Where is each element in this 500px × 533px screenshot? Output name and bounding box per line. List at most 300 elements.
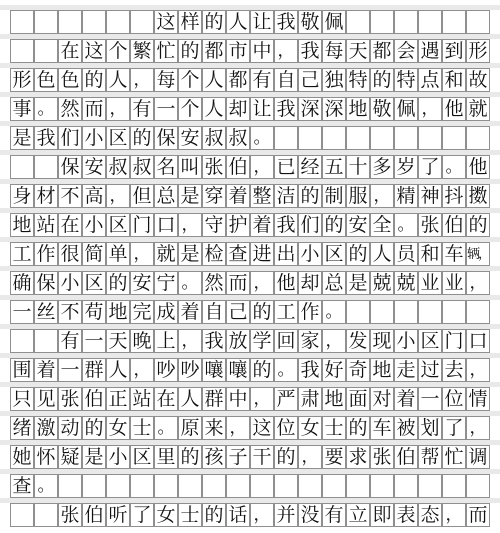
char-cell: 有: [130, 97, 154, 121]
char-cell: ，: [130, 358, 154, 382]
char-cell: ，: [370, 184, 394, 208]
empty-cell: [394, 474, 418, 498]
char-cell: 已: [274, 155, 298, 179]
char-cell: 保: [154, 126, 178, 150]
char-cell: 深: [298, 97, 322, 121]
char-cell: 放: [226, 329, 250, 353]
char-cell: 见: [34, 387, 58, 411]
char-cell: 天: [106, 329, 130, 353]
char-cell: 一: [82, 329, 106, 353]
char-cell: ，: [130, 242, 154, 266]
empty-cell: [418, 126, 442, 150]
char-cell: 材: [34, 184, 58, 208]
char-cell: ，: [466, 271, 490, 295]
char-cell: 色: [34, 68, 58, 92]
char-cell: 故: [466, 68, 490, 92]
char-cell: 确: [10, 271, 34, 295]
char-cell: 他: [466, 155, 490, 179]
char-cell: 进: [250, 242, 274, 266]
char-cell: 人: [202, 97, 226, 121]
char-cell: 家: [298, 329, 322, 353]
char-cell: 他: [442, 97, 466, 121]
char-cell: 面: [346, 387, 370, 411]
char-cell: 一: [418, 387, 442, 411]
char-cell: 特: [394, 68, 418, 92]
empty-cell: [442, 10, 466, 34]
char-cell: 点: [418, 68, 442, 92]
char-cell: 的: [274, 445, 298, 469]
char-cell: 吵: [178, 358, 202, 382]
char-cell: 群: [202, 387, 226, 411]
char-cell: 形: [466, 39, 490, 63]
empty-cell: [346, 10, 370, 34]
char-cell: 遇: [418, 39, 442, 63]
char-cell: 一: [58, 358, 82, 382]
char-cell: 干: [250, 445, 274, 469]
char-cell: 让: [250, 10, 274, 34]
char-cell: 回: [274, 329, 298, 353]
char-cell: 位: [274, 416, 298, 440]
char-cell: 个: [178, 68, 202, 92]
empty-cell: [10, 155, 34, 179]
char-cell: 精: [394, 184, 418, 208]
empty-cell: [10, 39, 34, 63]
char-cell: 地: [322, 387, 346, 411]
empty-cell: [106, 10, 130, 34]
char-cell: 五: [322, 155, 346, 179]
char-cell: 制: [322, 184, 346, 208]
char-cell: 安: [178, 126, 202, 150]
char-cell: ，: [418, 97, 442, 121]
char-cell: 怀: [34, 445, 58, 469]
char-cell: 人: [370, 242, 394, 266]
char-cell: 正: [106, 387, 130, 411]
char-cell: 小: [298, 242, 322, 266]
char-cell: 名: [154, 155, 178, 179]
char-cell: 查: [10, 474, 34, 498]
char-cell: 士: [130, 416, 154, 440]
char-cell: 门: [130, 213, 154, 237]
char-cell: 在: [58, 213, 82, 237]
char-cell: 自: [202, 300, 226, 324]
char-cell: 。: [442, 155, 466, 179]
char-cell: 。: [394, 213, 418, 237]
char-cell: 帮: [418, 445, 442, 469]
char-cell: 只: [10, 387, 34, 411]
char-cell: 。: [274, 358, 298, 382]
char-cell: 口: [154, 213, 178, 237]
char-cell: 都: [226, 68, 250, 92]
char-cell: 子: [226, 445, 250, 469]
char-cell: 繁: [130, 39, 154, 63]
char-cell: 。: [250, 126, 274, 150]
char-cell: 她: [10, 445, 34, 469]
char-cell: 会: [394, 39, 418, 63]
empty-cell: [370, 10, 394, 34]
char-cell: 经: [298, 155, 322, 179]
char-cell: ，: [298, 445, 322, 469]
empty-cell: [226, 474, 250, 498]
char-cell: 群: [82, 358, 106, 382]
char-cell: 多: [370, 155, 394, 179]
empty-cell: [274, 474, 298, 498]
char-cell: 神: [418, 184, 442, 208]
char-cell: 要: [322, 445, 346, 469]
char-cell: 门: [442, 329, 466, 353]
char-cell: 安: [130, 271, 154, 295]
char-cell: 来: [202, 416, 226, 440]
char-cell: 岁: [394, 155, 418, 179]
char-cell: 却: [298, 271, 322, 295]
char-cell: 张: [58, 503, 82, 527]
char-cell: 地: [346, 97, 370, 121]
char-cell: 单: [106, 242, 130, 266]
char-cell: 的: [346, 242, 370, 266]
empty-cell: [34, 10, 58, 34]
empty-cell: [370, 300, 394, 324]
char-cell: 而: [466, 503, 490, 527]
char-cell: 对: [370, 387, 394, 411]
char-cell: 小: [106, 445, 130, 469]
char-cell: 都: [370, 39, 394, 63]
char-cell: 独: [322, 68, 346, 92]
empty-cell: [346, 126, 370, 150]
char-cell: 抖: [442, 184, 466, 208]
char-cell: 深: [322, 97, 346, 121]
char-cell: 区: [322, 242, 346, 266]
char-cell: 是: [346, 271, 370, 295]
char-cell: 。: [34, 97, 58, 121]
empty-cell: [346, 474, 370, 498]
empty-cell: [394, 10, 418, 34]
char-cell: 位: [442, 387, 466, 411]
empty-cell: [394, 126, 418, 150]
char-cell: 伯: [226, 155, 250, 179]
char-cell: 地: [106, 300, 130, 324]
char-cell: 的: [202, 503, 226, 527]
char-cell: 了: [130, 503, 154, 527]
char-cell: ，: [106, 184, 130, 208]
char-cell: 士: [322, 416, 346, 440]
char-cell: 。: [322, 300, 346, 324]
char-cell: 的: [250, 358, 274, 382]
char-cell: 女: [298, 416, 322, 440]
char-cell: 去: [442, 358, 466, 382]
char-cell: 特: [346, 68, 370, 92]
char-cell: 区: [106, 213, 130, 237]
char-cell: 不: [58, 184, 82, 208]
char-cell: 我: [274, 97, 298, 121]
char-cell: 是: [178, 242, 202, 266]
char-cell: 士: [178, 503, 202, 527]
char-cell: 宁: [154, 271, 178, 295]
empty-cell: [58, 474, 82, 498]
char-cell: 奇: [346, 358, 370, 382]
char-cell: 有: [250, 68, 274, 92]
char-cell: 中: [226, 387, 250, 411]
char-cell: 安: [82, 155, 106, 179]
empty-cell: [82, 474, 106, 498]
empty-cell: [466, 300, 490, 324]
char-cell: ，: [274, 39, 298, 63]
char-cell: 叔: [130, 155, 154, 179]
char-cell: 车: [370, 416, 394, 440]
char-cell: 工: [10, 242, 34, 266]
char-cell: 就: [466, 97, 490, 121]
char-cell: 车: [442, 242, 466, 266]
char-cell: 的: [202, 10, 226, 34]
char-cell: 己: [226, 300, 250, 324]
char-cell: 形: [10, 68, 34, 92]
empty-cell: [418, 10, 442, 34]
char-cell: 的: [466, 213, 490, 237]
char-cell: 敬: [298, 10, 322, 34]
empty-cell: [130, 10, 154, 34]
char-cell: ，: [250, 155, 274, 179]
char-cell: 安: [346, 213, 370, 237]
char-cell: ，: [178, 213, 202, 237]
char-cell: 调: [466, 445, 490, 469]
char-cell: 作: [34, 242, 58, 266]
char-cell: 地: [10, 213, 34, 237]
char-cell: 着: [250, 213, 274, 237]
empty-cell: [466, 474, 490, 498]
char-cell: 出: [274, 242, 298, 266]
char-cell: 就: [154, 242, 178, 266]
char-cell: 没: [298, 503, 322, 527]
char-cell: 原: [178, 416, 202, 440]
empty-cell: [442, 474, 466, 498]
char-cell: 和: [418, 242, 442, 266]
char-cell: 着: [394, 387, 418, 411]
char-cell: 我: [274, 213, 298, 237]
char-cell: 着: [178, 300, 202, 324]
char-cell: 中: [250, 39, 274, 63]
char-cell: 叔: [202, 126, 226, 150]
char-cell: 听: [106, 503, 130, 527]
char-cell: 擞: [466, 184, 490, 208]
char-cell: 小: [82, 126, 106, 150]
char-cell: ，: [442, 503, 466, 527]
char-cell: ，: [226, 416, 250, 440]
char-cell: ，: [466, 416, 490, 440]
char-cell: 到: [442, 39, 466, 63]
char-cell: 吵: [154, 358, 178, 382]
char-cell: 。: [34, 474, 58, 498]
char-cell: 区: [82, 271, 106, 295]
char-cell: 。: [178, 271, 202, 295]
char-cell: 苟: [82, 300, 106, 324]
char-cell: 伯: [82, 387, 106, 411]
char-cell: 区: [106, 126, 130, 150]
char-cell: 完: [130, 300, 154, 324]
char-cell: 的: [178, 445, 202, 469]
char-cell: 这: [82, 39, 106, 63]
char-cell: 我: [34, 126, 58, 150]
char-cell: 区: [418, 329, 442, 353]
char-cell: ，: [178, 329, 202, 353]
char-cell: 叔: [226, 126, 250, 150]
char-cell: 成: [154, 300, 178, 324]
char-cell: 业: [418, 271, 442, 295]
char-cell: 绪: [10, 416, 34, 440]
char-cell: 站: [34, 213, 58, 237]
empty-cell: [322, 474, 346, 498]
char-cell: 好: [322, 358, 346, 382]
empty-cell: [34, 39, 58, 63]
char-cell: 十: [346, 155, 370, 179]
char-cell: 立: [346, 503, 370, 527]
char-cell: 伯: [394, 445, 418, 469]
char-cell: 员: [394, 242, 418, 266]
char-cell: 工: [274, 300, 298, 324]
empty-cell: [10, 10, 34, 34]
char-cell: 区: [130, 445, 154, 469]
empty-cell: [370, 126, 394, 150]
char-cell: 晚: [130, 329, 154, 353]
char-cell: ，: [250, 387, 274, 411]
char-cell: 在: [154, 387, 178, 411]
empty-cell: [106, 474, 130, 498]
empty-cell: [370, 474, 394, 498]
char-cell: 的: [82, 68, 106, 92]
char-cell: 整: [250, 184, 274, 208]
char-cell: 话: [226, 503, 250, 527]
empty-cell: [442, 126, 466, 150]
char-cell: 然: [202, 271, 226, 295]
char-cell: 的: [106, 271, 130, 295]
char-cell: 的: [298, 184, 322, 208]
char-cell: 保: [58, 155, 82, 179]
char-cell: 了: [442, 416, 466, 440]
empty-cell: [202, 474, 226, 498]
char-cell: 着: [226, 184, 250, 208]
char-cell: 服: [346, 184, 370, 208]
char-cell: 了: [418, 155, 442, 179]
char-cell: 。: [154, 416, 178, 440]
char-cell: 一: [10, 300, 34, 324]
char-cell: 人: [202, 68, 226, 92]
char-cell: 一: [154, 97, 178, 121]
char-cell: 张: [58, 387, 82, 411]
char-cell: 在: [58, 39, 82, 63]
char-cell: ，: [106, 97, 130, 121]
char-cell: 划: [418, 416, 442, 440]
char-cell: ，: [322, 329, 346, 353]
char-cell: 每: [322, 39, 346, 63]
empty-cell: [322, 126, 346, 150]
char-cell: 现: [370, 329, 394, 353]
char-cell: ，: [250, 503, 274, 527]
empty-cell: [154, 474, 178, 498]
char-cell: 人: [226, 10, 250, 34]
char-cell: 守: [202, 213, 226, 237]
empty-cell: [418, 300, 442, 324]
char-cell: 即: [370, 503, 394, 527]
char-cell: 样: [178, 10, 202, 34]
char-cell: 地: [370, 358, 394, 382]
char-cell: 的: [130, 126, 154, 150]
char-cell: 严: [274, 387, 298, 411]
char-cell: 简: [82, 242, 106, 266]
char-cell: 忙: [442, 445, 466, 469]
char-cell: 着: [34, 358, 58, 382]
char-cell: 里: [154, 445, 178, 469]
char-cell: 都: [202, 39, 226, 63]
char-cell: 求: [346, 445, 370, 469]
char-cell: 口: [466, 329, 490, 353]
char-cell: 我: [298, 358, 322, 382]
char-cell: 总: [154, 184, 178, 208]
char-cell: 动: [58, 416, 82, 440]
empty-cell: [466, 126, 490, 150]
char-cell: 嚷: [202, 358, 226, 382]
char-cell: 走: [394, 358, 418, 382]
empty-cell: [418, 474, 442, 498]
char-cell: 他: [274, 271, 298, 295]
empty-cell: [298, 474, 322, 498]
char-cell: 疑: [58, 445, 82, 469]
char-cell: 情: [466, 387, 490, 411]
char-cell: 兢: [370, 271, 394, 295]
char-cell: 女: [154, 503, 178, 527]
char-cell: 学: [250, 329, 274, 353]
char-cell: 围: [10, 358, 34, 382]
char-cell: 人: [106, 358, 130, 382]
char-cell: 被: [394, 416, 418, 440]
char-cell: 的: [322, 213, 346, 237]
empty-cell: [346, 300, 370, 324]
char-cell: 这: [250, 416, 274, 440]
char-cell: 不: [58, 300, 82, 324]
char-cell: 检: [202, 242, 226, 266]
char-cell: 表: [394, 503, 418, 527]
char-cell: 的: [370, 68, 394, 92]
char-cell: 这: [154, 10, 178, 34]
char-cell: 伯: [442, 213, 466, 237]
char-cell: 丝: [34, 300, 58, 324]
char-cell: 和: [442, 68, 466, 92]
char-cell: 市: [226, 39, 250, 63]
char-cell: 而: [82, 97, 106, 121]
char-cell: 并: [274, 503, 298, 527]
char-cell: 张: [370, 445, 394, 469]
char-cell: 让: [250, 97, 274, 121]
char-cell: ，: [250, 271, 274, 295]
char-cell: 是: [178, 184, 202, 208]
char-cell: 人: [178, 387, 202, 411]
char-cell: 我: [274, 10, 298, 34]
empty-cell: [394, 300, 418, 324]
char-cell: 有: [58, 329, 82, 353]
char-cell: 护: [226, 213, 250, 237]
char-cell: 自: [274, 68, 298, 92]
char-cell: 张: [418, 213, 442, 237]
char-cell: 过: [418, 358, 442, 382]
char-cell: 们: [58, 126, 82, 150]
char-cell: 小: [394, 329, 418, 353]
empty-cell: [274, 126, 298, 150]
empty-cell: [178, 474, 202, 498]
char-cell: 忙: [154, 39, 178, 63]
char-cell: 的: [250, 300, 274, 324]
char-cell: 但: [130, 184, 154, 208]
char-cell: 事: [10, 97, 34, 121]
empty-cell: [10, 503, 34, 527]
char-cell: 个: [106, 39, 130, 63]
char-cell: 的: [178, 39, 202, 63]
char-cell: 作: [298, 300, 322, 324]
